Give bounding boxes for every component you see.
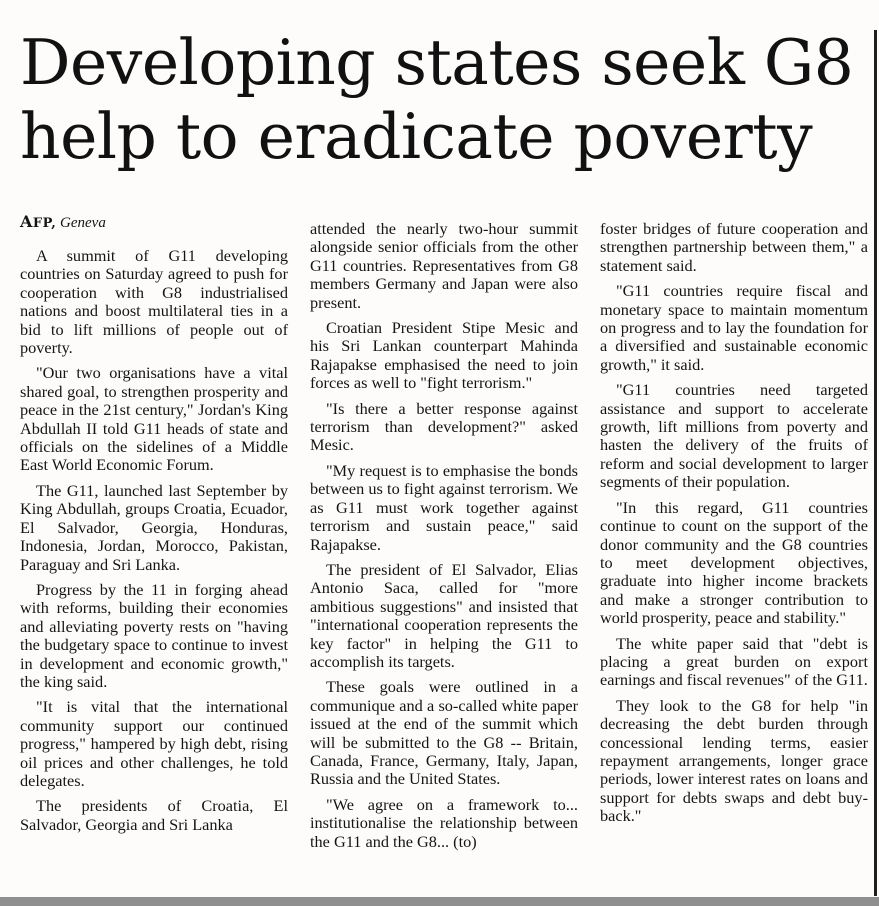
paragraph: The G11, launched last September by King Abdullah, groups Croatia, Ecuador, El Salvador, Georgia, Honduras, Indonesia, Jordan, Morocco, Pakistan, Paraguay and Sri Lanka. [20,480,288,574]
paragraph: "G11 countries require fiscal and monetary space to maintain momentum on progress and to lay the foundation for a diversified and sustainable economic growth," it said. [600,281,868,374]
column-rule [874,30,877,896]
article-column-2 [310,220,578,858]
paragraph: "We agree on a framework to... institutionalise the relationship between the G11 and the G8... (to) [310,794,578,851]
paragraph: attended the nearly two-hour summit alongside senior officials from the other G11 countries. Representatives from G8 members Germany and Japan were also present. [310,219,578,312]
paragraph: "My request is to emphasise the bonds between us to fight against terrorism. We as G11 must work together against terrorism and sustain peace," said Rajapakse. [310,460,578,554]
paragraph: "Is there a better response against terrorism than development?" asked Mesic. [310,398,578,455]
paragraph: The white paper said that "debt is placing a great burden on export earnings and fiscal revenues" of the G11. [600,633,868,690]
paragraph: Progress by the 11 in forging ahead with reforms, building their economies and alleviating poverty rests on "having the budgetary space to continue to invest in development and economic growth," the king said. [20,579,288,691]
headline: Developing states seek G8 help to eradicate poverty [20,26,854,173]
paragraph: "In this regard, G11 countries continue to count on the support of the donor community and the G8 countries to meet development objectives, graduate into higher income brackets and make a stronger contribution to world prosperity, peace and stability." [600,497,868,628]
paragraph: These goals were outlined in a communique and a so-called white paper issued at the end of the summit which will be submitted to the G8 -- Britain, Canada, France, Germany, Italy, Japan, Russia and the United States. [310,677,578,789]
byline [20,213,288,233]
paragraph: The president of El Salvador, Elias Antonio Saca, called for "more ambitious suggestions" and insisted that "international cooperation represents the key factor" in helping the G11 to accomplish its targets. [310,559,578,671]
article-column-1 [20,213,288,841]
paragraph: "G11 countries need targeted assistance and support to accelerate growth, lift millions from poverty and hasten the delivery of the fruits of reform and social development to larger segments of their population. [600,380,868,492]
paragraph: They look to the G8 for help "in decreasing the debt burden through concessional lending terms, easier repayment arrangements, longer grace periods, lower interest rates on loans and support for debts swaps and debt buy-back." [600,695,868,826]
paragraph: "It is vital that the international community support our continued progress," hampered by high debt, rising oil prices and other challenges, he told delegates. [20,697,288,790]
paragraph: Croatian President Stipe Mesic and his Sri Lankan counterpart Mahinda Rajapakse emphasised the need to join forces as well to "fight terrorism." [310,318,578,393]
paragraph: The presidents of Croatia, El Salvador, Georgia and Sri Lanka [20,796,288,834]
byline-city: Geneva [60,215,106,231]
article-column-3 [600,220,868,833]
bottom-rule [0,897,879,906]
paragraph: "Our two organisations have a vital shared goal, to strengthen prosperity and peace in the 21st century," Jordan's King Abdullah II told G11 heads of state and officials on the sidelines of a Middle East World Economic Forum. [20,363,288,475]
paragraph: A summit of G11 developing countries on Saturday agreed to push for cooperation with G8 industrialised nations and boost multilateral ties in a bid to lift millions of people out of poverty. [20,246,288,358]
byline-agency: AFP, [20,212,57,231]
paragraph: foster bridges of future cooperation and strengthen partnership between them," a statement said. [600,219,868,275]
